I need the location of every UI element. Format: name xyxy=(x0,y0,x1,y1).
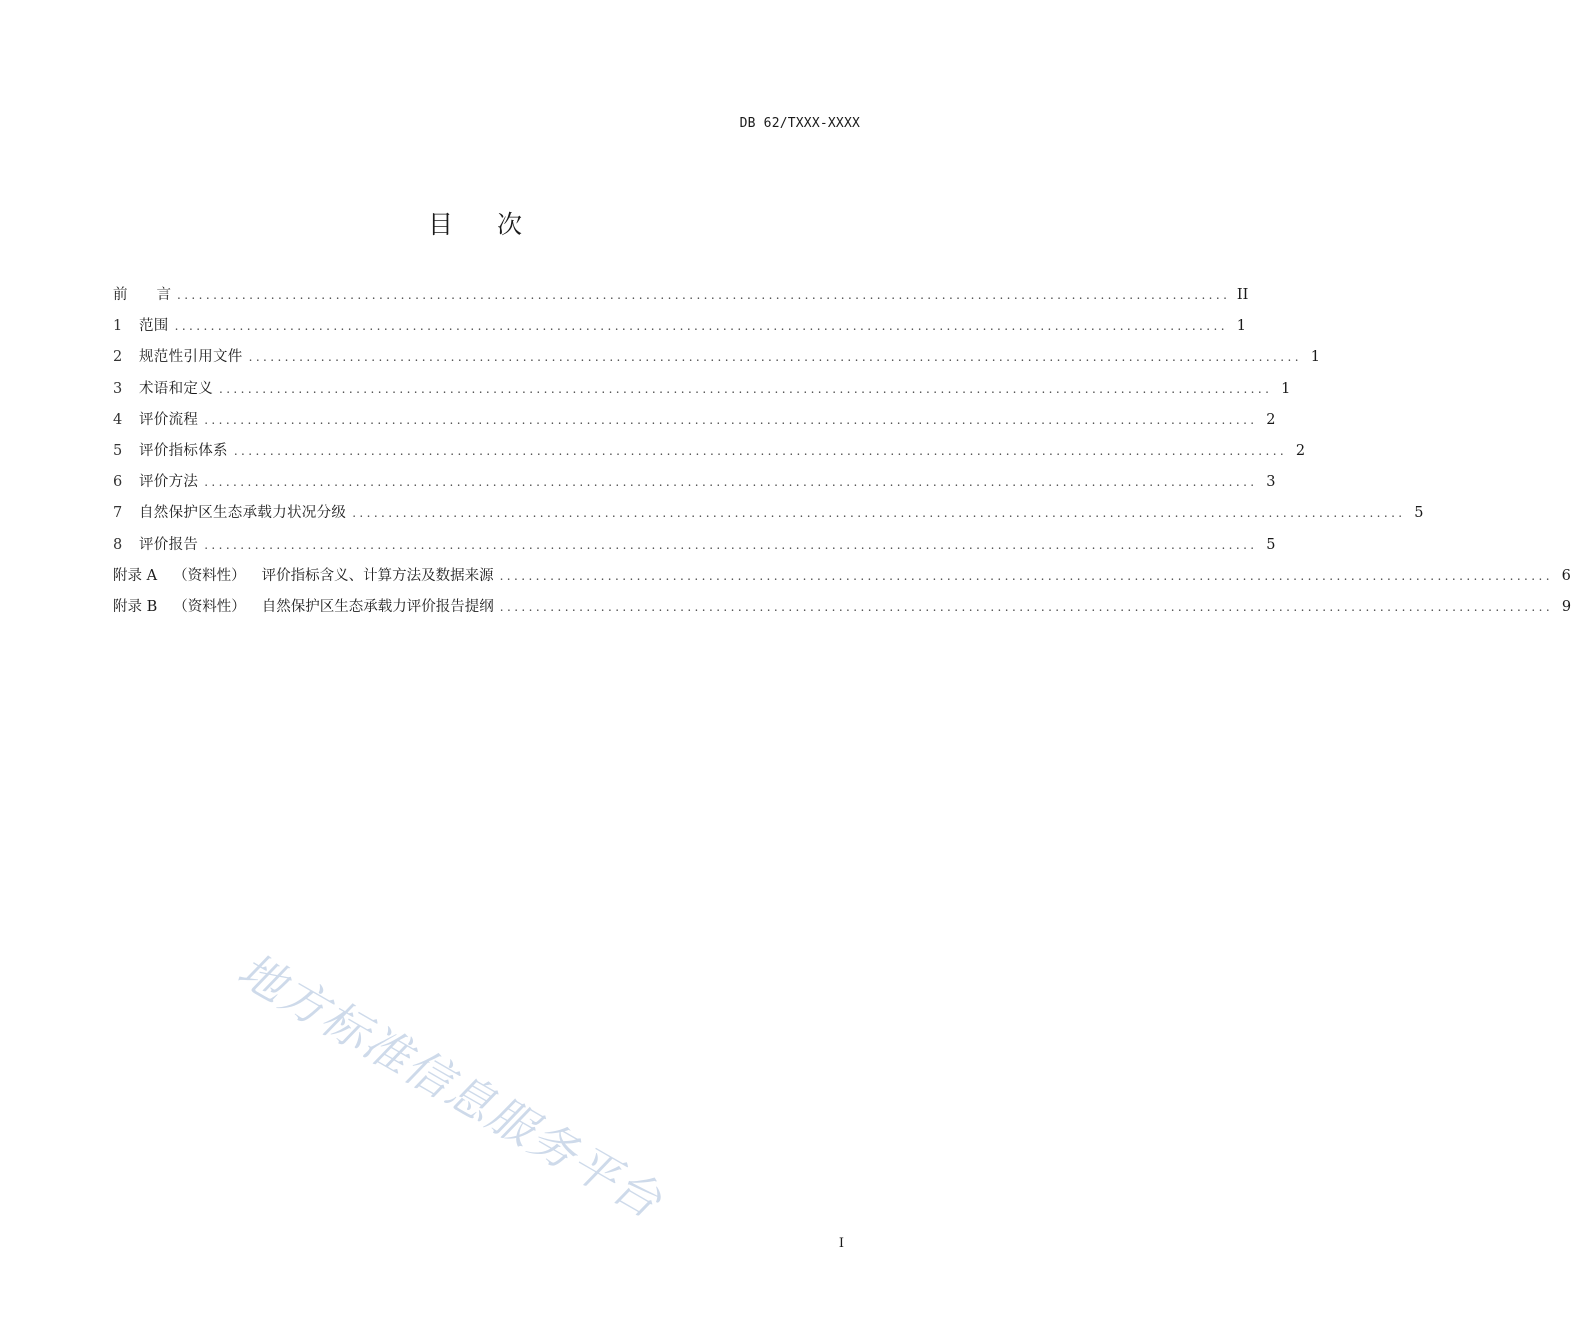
toc-title-char-2: 次 xyxy=(497,210,523,239)
toc-leader-dots: .................................................................................................................................................. xyxy=(177,288,1231,302)
toc-entry-page: 2 xyxy=(1295,442,1306,459)
toc-entry-number: 7 xyxy=(113,505,123,522)
toc-leader-dots: .................................................................................................................................................. xyxy=(499,599,1554,614)
toc-entry-page: 1 xyxy=(1236,318,1246,335)
toc-entry-page: 2 xyxy=(1266,411,1276,428)
toc-entry-label: 前 言 xyxy=(113,287,171,303)
toc-entry-number: 6 xyxy=(113,474,123,491)
toc-entry-number: 1 xyxy=(113,318,123,335)
toc-leader-dots: .................................................................................................................................................. xyxy=(204,412,1258,427)
toc-leader-dots: .................................................................................................................................................. xyxy=(352,506,1406,521)
toc-entry-number: 8 xyxy=(113,536,123,553)
toc-entry-6[interactable] xyxy=(113,470,1276,501)
toc-entry-appendix-b[interactable] xyxy=(113,595,1571,626)
toc-entry-label: 自然保护区生态承载力状况分级 xyxy=(139,505,347,522)
toc-entry-appendix-a[interactable] xyxy=(113,564,1571,595)
toc-leader-dots: .................................................................................................................................................. xyxy=(219,381,1273,396)
toc-entry-page: 1 xyxy=(1310,349,1320,366)
toc-leader-dots: .................................................................................................................................................. xyxy=(174,319,1228,334)
toc-entry-page: 1 xyxy=(1281,380,1291,397)
toc-entry-page: 6 xyxy=(1561,567,1571,584)
toc-entry-7[interactable] xyxy=(113,501,1424,532)
toc-entry-label: 评价报告 xyxy=(139,536,199,553)
toc-entry-label: 规范性引用文件 xyxy=(139,349,243,366)
toc-entry-label: 自然保护区生态承载力评价报告提纲 xyxy=(261,598,494,615)
toc-entry-4[interactable] xyxy=(113,408,1276,439)
toc-appendix-prefix: 附录 B xyxy=(113,598,158,615)
toc-entry-label: 评价流程 xyxy=(139,411,199,428)
toc-entry-foreword[interactable] xyxy=(113,283,1249,314)
document-code: DB 62/TXXX-XXXX xyxy=(739,116,860,131)
toc-title xyxy=(0,205,950,241)
page-number: I xyxy=(838,1236,844,1251)
toc-entry-5[interactable] xyxy=(113,439,1306,470)
toc-entry-number: 5 xyxy=(113,442,123,459)
toc-entry-label: 范围 xyxy=(139,318,169,335)
toc-appendix-tag: （资料性） xyxy=(173,567,246,584)
toc-entry-8[interactable] xyxy=(113,533,1276,564)
toc-entry-number: 2 xyxy=(113,349,123,366)
toc-entry-page: 5 xyxy=(1414,505,1424,522)
toc-entry-2[interactable] xyxy=(113,345,1320,376)
toc-title-char-1: 目 xyxy=(427,210,453,239)
toc-leader-dots: .................................................................................................................................................. xyxy=(499,568,1553,583)
toc-entry-number: 4 xyxy=(113,411,123,428)
table-of-contents xyxy=(113,283,1571,626)
toc-entry-label: 术语和定义 xyxy=(139,380,213,397)
toc-entry-page: 5 xyxy=(1266,536,1276,553)
watermark: 地方标准信息服务平台 xyxy=(229,942,672,1229)
toc-entry-page: 3 xyxy=(1266,474,1276,491)
toc-entry-number: 3 xyxy=(113,380,123,397)
toc-entry-label: 评价指标体系 xyxy=(139,442,228,459)
toc-entry-label: 评价指标含义、计算方法及数据来源 xyxy=(261,567,494,584)
toc-leader-dots: .................................................................................................................................................. xyxy=(233,443,1288,458)
toc-leader-dots: .................................................................................................................................................. xyxy=(248,350,1302,365)
toc-entry-page: 9 xyxy=(1561,598,1571,615)
toc-entry-label: 评价方法 xyxy=(139,474,199,491)
toc-entry-page: II xyxy=(1236,287,1249,303)
toc-appendix-tag: （资料性） xyxy=(173,598,246,615)
toc-entry-1[interactable] xyxy=(113,314,1246,345)
toc-entry-3[interactable] xyxy=(113,377,1291,408)
toc-leader-dots: .................................................................................................................................................. xyxy=(204,475,1258,490)
toc-leader-dots: .................................................................................................................................................. xyxy=(204,537,1258,552)
toc-appendix-prefix: 附录 A xyxy=(113,567,158,584)
